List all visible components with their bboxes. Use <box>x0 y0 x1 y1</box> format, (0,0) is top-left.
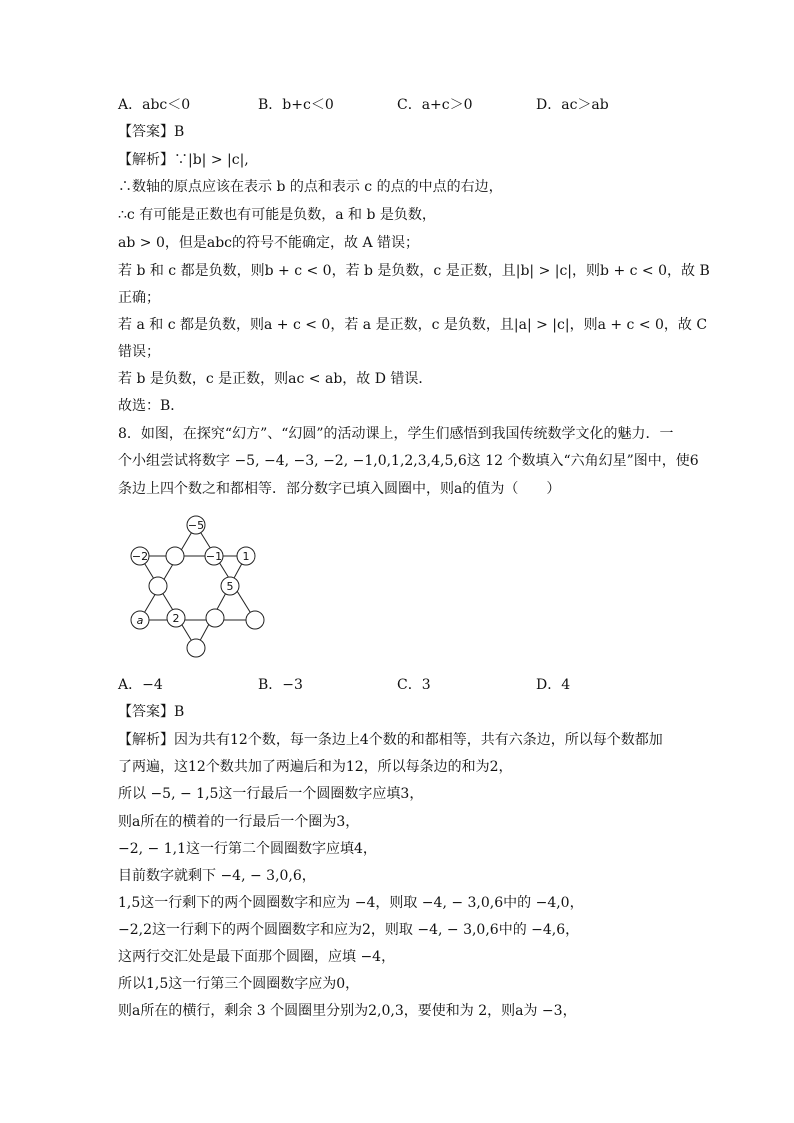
q7-analysis-line: 错误； <box>118 344 160 360</box>
q8-analysis-line: 则a所在的横行，剩余 3 个圆圈里分别为2,0,3，要使和为 2，则a为 −3， <box>118 1003 577 1019</box>
q8-answer: 【答案】B <box>118 704 185 720</box>
label-upper-left: −2 <box>131 550 149 563</box>
label-lower-left: a <box>136 614 144 627</box>
q7-option-c: C．a+c＞0 <box>397 97 473 113</box>
q8-analysis-line: −2,2这一行剩下的两个圆圈数字和应为2，则取 −4, − 3,0,6中的 −4,6， <box>118 922 580 938</box>
q7-option-b: B．b+c＜0 <box>258 97 334 113</box>
label-inner-top-right: −1 <box>205 550 223 563</box>
q7-analysis-line: 若 b 和 c 都是负数，则b + c < 0，若 b 是负数，c 是正数，且|b| > |c|，则b + c < 0，故 B <box>118 263 710 279</box>
q8-option-b: B．−3 <box>258 677 303 693</box>
q7-analysis-line: 故选：B． <box>118 398 185 414</box>
q7-analysis-line: 正确； <box>118 290 160 306</box>
q7-answer: 【答案】B <box>118 124 185 140</box>
q8-analysis-line: 1,5这一行剩下的两个圆圈数字和应为 −4，则取 −4, − 3,0,6中的 −4,0， <box>118 895 584 911</box>
q8-stem-line: 个小组尝试将数字 −5, −4, −3, −2, −1,0,1,2,3,4,5,6这 12 个数填入“六角幻星”图中，使6 <box>118 453 699 469</box>
label-inner-bottom-left: 2 <box>172 612 180 625</box>
q7-analysis-line: ab > 0，但是abc的符号不能确定，故 A 错误； <box>118 235 420 251</box>
q7-option-a: A．abc＜0 <box>118 97 191 113</box>
q8-option-d: D．4 <box>536 677 571 693</box>
q7-analysis-line: ∴数轴的原点应该在表示 b 的点和表示 c 的点的中点的右边， <box>118 179 503 195</box>
circle-inner-bottom-right <box>206 609 224 627</box>
circle-bottom <box>187 639 205 657</box>
circle-lower-right <box>246 611 264 629</box>
hexagram-figure <box>118 512 268 660</box>
q7-analysis-line: ∴c 有可能是正数也有可能是负数，a 和 b 是负数， <box>118 207 436 223</box>
label-top: −5 <box>187 519 205 532</box>
label-upper-right: 1 <box>242 550 250 563</box>
q8-stem-line: 8．如图，在探究“幻方”、“幻圆”的活动课上，学生们感悟到我国传统数学文化的魅力．一 <box>118 426 674 442</box>
q7-analysis-line: 若 b 是负数，c 是正数，则ac < ab，故 D 错误． <box>118 371 433 387</box>
q7-option-d: D．ac＞ab <box>536 97 609 113</box>
q8-analysis-line: 了两遍，这12个数共加了两遍后和为12，所以每条边的和为2， <box>118 759 513 775</box>
q8-analysis-line: 所以1,5这一行第三个圆圈数字应为0， <box>118 976 360 992</box>
circle-inner-left <box>149 577 167 595</box>
circle-inner-top-left <box>166 547 184 565</box>
q7-analysis-line: 【解析】∵|b| > |c|, <box>118 152 249 168</box>
q8-analysis-line: 则a所在的横着的一行最后一个圈为3， <box>118 814 360 830</box>
q8-analysis-line: 这两行交汇处是最下面那个圆圈，应填 −4， <box>118 949 396 965</box>
q8-option-c: C．3 <box>397 677 431 693</box>
q8-stem-line: 条边上四个数之和都相等．部分数字已填入圆圈中，则a的值为（ ） <box>118 481 561 497</box>
q8-analysis-line: 【解析】因为共有12个数，每一条边上4个数的和都相等，共有六条边，所以每个数都加 <box>118 732 663 748</box>
q7-analysis-line: 若 a 和 c 都是负数，则a + c < 0，若 a 是正数，c 是负数，且|a| > |c|，则a + c < 0，故 C <box>118 317 708 333</box>
q8-option-a: A．−4 <box>118 677 163 693</box>
q8-analysis-line: −2, − 1,1这一行第二个圆圈数字应填4， <box>118 841 377 857</box>
q8-analysis-line: 目前数字就剩下 −4, − 3,0,6， <box>118 868 316 884</box>
q8-analysis-line: 所以 −5, − 1,5这一行最后一个圆圈数字应填3， <box>118 786 424 802</box>
label-inner-right: 5 <box>226 580 234 593</box>
